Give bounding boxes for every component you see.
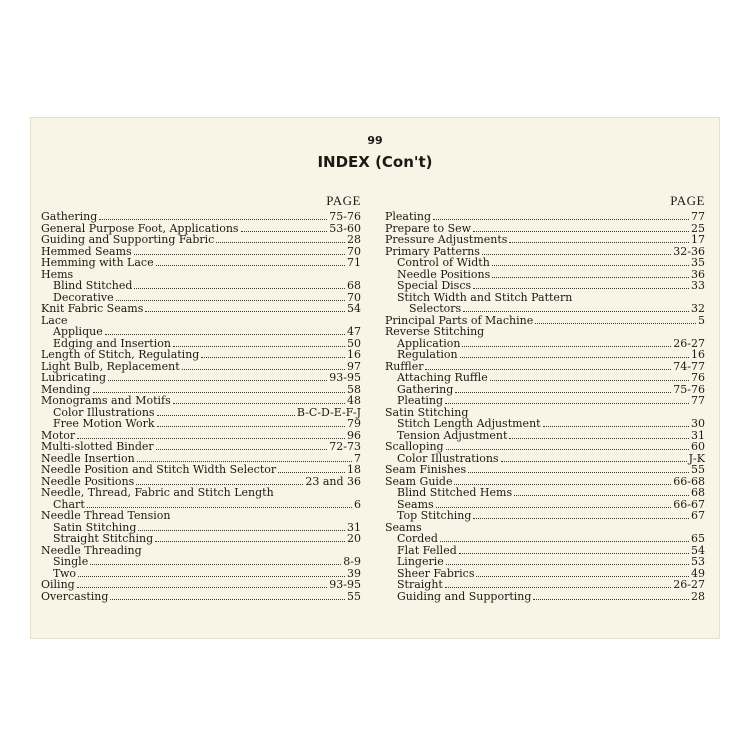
index-entry [41,234,361,246]
entry-label: Multi-slotted Binder [41,440,154,453]
entry-pages: 17 [691,233,705,246]
entry-pages: 28 [691,589,705,603]
dot-leader [138,529,345,531]
dot-leader [574,300,703,301]
right-index-column [385,193,705,602]
entry-label: Light Bulb, Replacement [41,359,180,373]
entry-pages: 39 [347,566,361,580]
entry-label: Stitch Length Adjustment [397,417,541,430]
entry-pages: 6 [354,497,361,511]
entry-pages: 65 [691,532,705,545]
dot-leader [216,241,345,243]
dot-leader [276,495,359,496]
index-entry [41,568,361,580]
index-entry [385,280,705,292]
entry-label: Guiding and Supporting [397,589,532,603]
entry-label: Lingerie [397,555,444,568]
dot-leader [486,334,703,335]
dot-leader [156,264,345,266]
entry-label: Lace [41,313,68,327]
entry-label: Monograms and Motifs [41,394,171,407]
entry-label: Needle Thread Tension [41,509,171,522]
entry-pages: 7 [354,451,361,465]
index-entry [385,464,705,476]
entry-pages: 77 [691,210,705,223]
entry-pages: 36 [691,267,705,281]
entry-label: Ruffler [385,359,424,373]
dot-leader [470,415,703,416]
right-page-header: PAGE [670,193,705,208]
entry-label: Reverse Stitching [385,325,485,338]
dot-leader [156,448,328,450]
index-entry [41,545,361,557]
entry-pages: 35 [691,256,705,269]
index-entry [41,395,361,407]
dot-leader [514,494,689,496]
entry-label: Motor [41,428,76,442]
index-page [30,117,720,639]
dot-leader [182,368,345,370]
dot-leader [110,598,345,600]
index-entry [385,372,705,384]
index-entry [385,510,705,522]
dot-leader [134,287,345,289]
dot-leader [77,437,345,439]
dot-leader [108,379,327,381]
index-entry [385,395,705,407]
entry-label: Knit Fabric Seams [41,302,144,315]
index-entry [41,303,361,315]
entry-pages: 68 [691,486,705,499]
entry-pages: 66-67 [673,497,705,511]
index-entry [385,418,705,430]
entry-pages: 23 and 36 [305,474,361,488]
index-entry [41,441,361,453]
entry-pages: 49 [691,566,705,580]
entry-label: Needle Threading [41,543,142,557]
dot-leader [157,414,295,416]
entry-pages: 77 [691,394,705,407]
dot-leader [509,241,689,243]
index-entry [385,349,705,361]
index-entry [385,591,705,603]
entry-label: Straight [397,578,443,591]
entry-label: Straight Stitching [53,532,154,545]
dot-leader [155,540,345,542]
entry-label: Regulation [397,348,458,361]
entry-pages: 67 [691,509,705,522]
entry-label: Needle Position and Stitch Width Selector [41,463,277,476]
entry-pages: 18 [347,463,361,476]
entry-label: Seam Guide [385,474,453,488]
entry-pages: 55 [691,463,705,476]
dot-leader [445,402,689,404]
entry-label: Control of Width [397,256,490,269]
entry-pages: 16 [691,348,705,361]
dot-leader [436,506,672,508]
dot-leader [463,310,689,312]
entry-label: General Purpose Foot, Applications [41,221,239,235]
entry-pages: 60 [691,440,705,453]
entry-label: Two [53,566,76,580]
index-entry [385,556,705,568]
dot-leader [433,218,689,220]
index-entry [41,556,361,568]
dot-leader [473,230,689,232]
entry-label: Free Motion Work [53,417,155,430]
index-entry [385,579,705,591]
entry-pages: 93-95 [329,578,361,591]
left-entry-list [41,211,361,602]
entry-label: Needle, Thread, Fabric and Stitch Length [41,486,274,499]
dot-leader [99,218,327,220]
entry-label: Satin Stitching [53,520,137,534]
dot-leader [459,552,689,554]
entry-pages: 31 [347,520,361,534]
entry-label: Overcasting [41,589,109,603]
entry-pages: 28 [347,233,361,246]
entry-label: Principal Parts of Machine [385,313,534,327]
entry-pages: 25 [691,221,705,235]
index-entry [385,487,705,499]
entry-label: Pleating [385,210,432,223]
dot-leader [446,563,689,565]
dot-leader [278,471,345,473]
index-entry [41,326,361,338]
entry-pages: 66-68 [673,474,705,488]
index-entry [385,303,705,315]
entry-label: Pleating [397,394,444,407]
dot-leader [446,448,689,450]
entry-pages: 54 [691,543,705,557]
entry-pages: 32-36 [673,244,705,258]
dot-leader [482,253,671,255]
entry-pages: 96 [347,428,361,442]
entry-label: Corded [397,532,438,545]
entry-label: Guiding and Supporting Fabric [41,233,215,246]
entry-pages: J-K [688,451,705,465]
entry-label: Sheer Fabrics [397,566,475,580]
entry-label: Decorative [53,290,114,304]
index-entry [41,579,361,591]
dot-leader [144,553,359,554]
dot-leader [492,264,689,266]
entry-pages: 71 [347,256,361,269]
entry-label: Oiling [41,578,75,591]
entry-label: Flat Felled [397,543,457,557]
entry-pages: 33 [691,279,705,292]
index-entry [41,591,361,603]
dot-leader [440,540,689,542]
dot-leader [468,471,689,473]
dot-leader [173,345,345,347]
right-entry-list [385,211,705,602]
dot-leader [70,323,359,324]
entry-pages: 54 [347,302,361,315]
entry-pages: 53-60 [329,221,361,235]
dot-leader [87,506,352,508]
entry-pages: 30 [691,417,705,430]
entry-label: Edging and Insertion [53,336,171,350]
entry-label: Needle Positions [397,267,491,281]
entry-pages: 93-95 [329,371,361,384]
entry-label: Color Illustrations [397,451,499,465]
dot-leader [173,402,345,404]
dot-leader [533,598,689,600]
index-entry [41,211,361,223]
entry-label: Hemmed Seams [41,244,132,258]
dot-leader [509,437,689,439]
dot-leader [116,299,345,301]
dot-leader [460,356,689,358]
index-entry [385,533,705,545]
dot-leader [136,483,303,485]
index-entry [41,257,361,269]
entry-pages: 79 [347,417,361,430]
index-entry [41,372,361,384]
entry-label: Mending [41,382,91,396]
left-index-column [41,193,361,602]
dot-leader [492,276,689,278]
entry-pages: 70 [347,290,361,304]
dot-leader [90,563,341,565]
entry-label: Primary Patterns [385,244,480,258]
dot-leader [455,391,671,393]
entry-label: Special Discs [397,279,472,292]
entry-label: Blind Stitched Hems [397,486,513,499]
dot-leader [462,345,671,347]
index-entry [385,211,705,223]
index-entry [41,487,361,499]
entry-pages: 20 [347,532,361,545]
entry-pages: 75-76 [673,382,705,396]
index-entry [385,441,705,453]
index-entry [385,257,705,269]
entry-label: Application [397,336,461,350]
page-number: 99 [367,134,383,147]
dot-leader [145,310,345,312]
entry-label: Gathering [397,382,454,396]
entry-pages: 16 [347,348,361,361]
dot-leader [476,575,689,577]
dot-leader [105,333,345,335]
index-entry [41,464,361,476]
dot-leader [172,518,359,519]
entry-label: Blind Stitched [53,279,133,292]
index-entry [41,280,361,292]
entry-label: Length of Stitch, Regulating [41,348,200,361]
entry-pages: 76 [691,371,705,384]
dot-leader [75,277,359,278]
entry-pages: 68 [347,279,361,292]
dot-leader [157,425,345,427]
entry-pages: 70 [347,244,361,258]
entry-pages: 32 [691,302,705,315]
entry-label: Top Stitching [397,509,472,522]
entry-label: Gathering [41,210,98,223]
index-entry [385,326,705,338]
dot-leader [445,586,671,588]
entry-pages: 55 [347,589,361,603]
dot-leader [241,230,328,232]
entry-label: Hems [41,267,74,281]
entry-label: Single [53,555,89,568]
entry-pages: 31 [691,428,705,442]
entry-pages: 50 [347,336,361,350]
entry-label: Seam Finishes [385,463,467,476]
entry-label: Satin Stitching [385,405,469,419]
index-entry [41,349,361,361]
dot-leader [501,460,687,462]
dot-leader [137,460,352,462]
entry-pages: B-C-D-E-F-J [296,405,361,419]
entry-label: Attaching Ruffle [397,371,488,384]
entry-pages: 75-76 [329,210,361,223]
index-entry [41,510,361,522]
left-page-header: PAGE [326,193,361,208]
entry-label: Needle Insertion [41,451,135,465]
entry-pages: 53 [691,555,705,568]
entry-pages: 26-27 [673,336,705,350]
entry-label: Scalloping [385,440,444,453]
entry-pages: 8-9 [343,555,361,568]
entry-label: Selectors [409,302,462,315]
entry-pages: 74-77 [673,359,705,373]
dot-leader [134,253,345,255]
index-entry [41,418,361,430]
entry-pages: 47 [347,325,361,338]
dot-leader [543,425,689,427]
entry-label: Applique [53,325,103,338]
dot-leader [425,368,671,370]
dot-leader [78,575,345,577]
entry-label: Chart [53,497,85,511]
index-entry [385,234,705,246]
page-title: INDEX (Con't) [317,153,433,171]
dot-leader [535,322,696,324]
entry-label: Pressure Adjustments [385,233,508,246]
dot-leader [473,287,689,289]
entry-label: Prepare to Sew [385,221,472,235]
entry-pages: 72-73 [329,440,361,453]
dot-leader [490,379,689,381]
dot-leader [201,356,345,358]
entry-label: Needle Positions [41,474,135,488]
entry-label: Hemming with Lace [41,256,154,269]
entry-label: Seams [397,497,434,511]
entry-label: Tension Adjustment [397,428,508,442]
entry-pages: 97 [347,359,361,373]
dot-leader [473,517,689,519]
dot-leader [454,483,671,485]
entry-pages: 5 [698,313,705,327]
dot-leader [93,391,345,393]
dot-leader [424,530,703,531]
entry-pages: 48 [347,394,361,407]
index-entry [41,533,361,545]
entry-pages: 26-27 [673,578,705,591]
entry-label: Color Illustrations [53,405,155,419]
entry-label: Stitch Width and Stitch Pattern [397,290,573,304]
entry-label: Seams [385,520,422,534]
dot-leader [77,586,328,588]
entry-label: Lubricating [41,371,106,384]
entry-pages: 58 [347,382,361,396]
